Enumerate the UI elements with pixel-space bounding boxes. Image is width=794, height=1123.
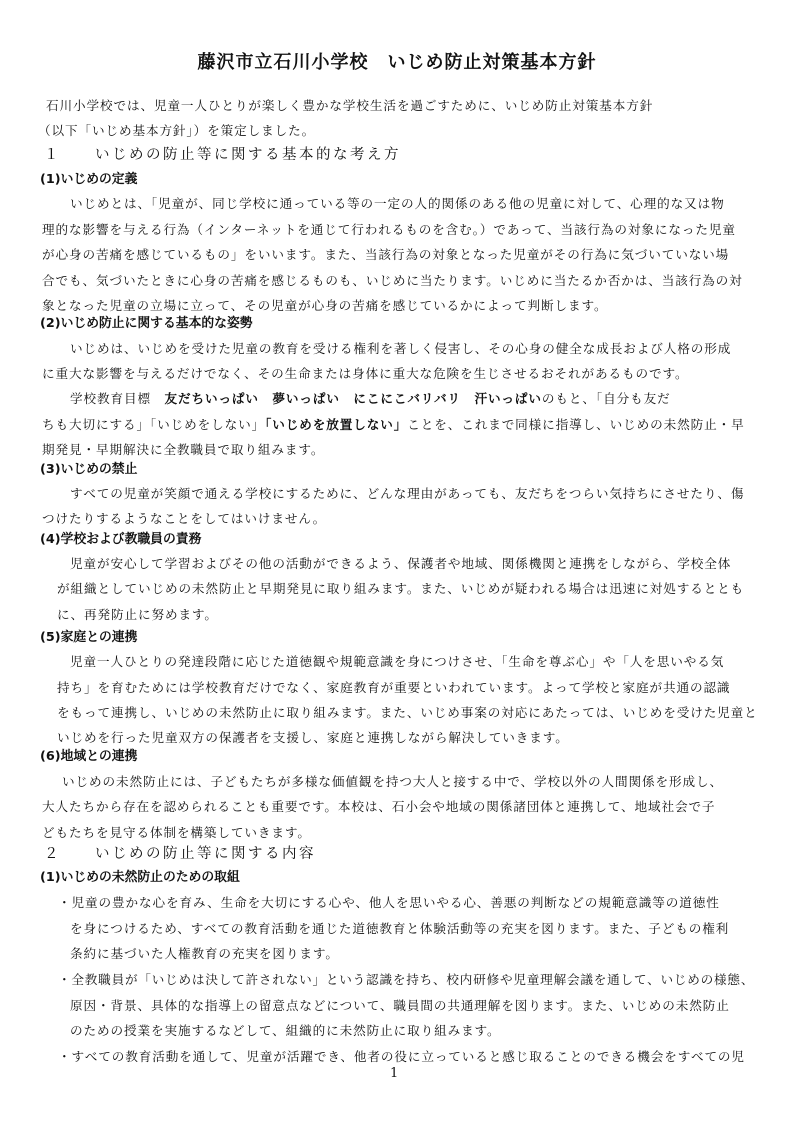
subsection-1-1-heading: (1)いじめの定義 bbox=[40, 172, 138, 187]
paragraph-line: すべての児童が笑顔で通える学校にするために、どんな理由があっても、友だちをつらい気持ちにさせたり、傷 bbox=[70, 486, 745, 501]
school-goal-label: 学校教育目標 bbox=[70, 391, 165, 406]
paragraph-line: をもって連携し、いじめの未然防止に取り組みます。また、いじめ事案の対応にあたっては、いじめを受けた児童と bbox=[57, 705, 758, 720]
paragraph-line: 原因・背景、具体的な指導上の留意点などについて、職員間の共通理解を図ります。また、いじめの未然防止 bbox=[70, 998, 730, 1013]
school-goal-line bbox=[70, 388, 671, 407]
subsection-1-6-heading: (6)地域との連携 bbox=[40, 749, 138, 764]
paragraph-line: いじめの未然防止には、子どもたちが多様な価値観を持つ大人と接する中で、学校以外の人間関係を形成し、 bbox=[62, 774, 723, 789]
subsection-1-2-heading: (2)いじめ防止に関する基本的な姿勢 bbox=[40, 316, 253, 331]
paragraph-line: いじめを行った児童双方の保護者を支援し、家庭と連携しながら解決していきます。 bbox=[57, 730, 569, 745]
bullet-line: ・すべての教育活動を通して、児童が活躍でき、他者の役に立っていると感じ取ることのできる機会をすべての児 bbox=[58, 1049, 745, 1064]
document-title: 藤沢市立石川小学校 いじめ防止対策基本方針 bbox=[197, 52, 597, 73]
paragraph-line: を身につけるため、すべての教育活動を通じた道徳教育と体験活動等の充実を図ります。また、子どもの権利 bbox=[70, 921, 730, 936]
text-span: ことを、これまで同様に指導し、いじめの未然防止・早 bbox=[407, 417, 745, 432]
subsection-1-5-heading: (5)家庭との連携 bbox=[40, 630, 138, 645]
paragraph-line: 合でも、気づいたときに心身の苦痛を感じるものも、いじめに当たります。いじめに当たるか否かは、当該行為の対 bbox=[42, 273, 743, 288]
subsection-2-1-heading: (1)いじめの未然防止のための取組 bbox=[40, 870, 240, 885]
paragraph-line: 象となった児童の立場に立って、その児童が心身の苦痛を感じているかによって判断します。 bbox=[42, 298, 608, 313]
intro-line-1: 石川小学校では、児童一人ひとりが楽しく豊かな学校生活を過ごすために、いじめ防止対策基本方針 bbox=[46, 98, 654, 113]
bullet-line: ・児童の豊かな心を育み、生命を大切にする心や、他人を思いやる心、善悪の判断などの規範意識等の道徳性 bbox=[58, 895, 720, 910]
emphasis-text: 「いじめを放置しない」 bbox=[265, 417, 408, 432]
paragraph-line: 期発見・早期解決に全教職員で取り組みます。 bbox=[42, 442, 325, 457]
intro-line-2: （以下「いじめ基本方針」）を策定しました。 bbox=[38, 123, 316, 138]
section-2-heading: ２ いじめの防止等に関する内容 bbox=[44, 846, 316, 862]
paragraph-line: 児童一人ひとりの発達段階に応じた道徳観や規範意識を身につけさせ、「生命を尊ぶ心」や「人を思いやる気 bbox=[70, 654, 725, 669]
paragraph-line: に、再発防止に努めます。 bbox=[57, 607, 218, 622]
paragraph-line: 大人たちから存在を認められることも重要です。本校は、石小会や地域の関係諸団体と連携して、地域社会で子 bbox=[42, 799, 716, 814]
paragraph-line: のための授業を実施するなどして、組織的に未然防止に取り組みます。 bbox=[70, 1023, 501, 1038]
paragraph-line: つけたりするようなことをしてはいけません。 bbox=[42, 511, 327, 526]
text-span: ちも大切にする」「いじめをしない」 bbox=[42, 417, 266, 432]
subsection-1-4-heading: (4)学校および教職員の責務 bbox=[40, 532, 202, 547]
section-1-heading: １ いじめの防止等に関する基本的な考え方 bbox=[44, 147, 401, 163]
paragraph-line: が組織としていじめの未然防止と早期発見に取り組みます。また、いじめが疑われる場合は迅速に対処するととも bbox=[57, 581, 745, 596]
bullet-line: ・全教職員が「いじめは決して許されない」という認識を持ち、校内研修や児童理解会議を通して、いじめの様態、 bbox=[58, 972, 755, 987]
paragraph-line: 理的な影響を与える行為（インターネットを通じて行われるものを含む。）であって、当該行為の対象になった児童 bbox=[42, 222, 736, 237]
paragraph-line: 条約に基づいた人権教育の充実を図ります。 bbox=[70, 946, 339, 961]
paragraph-line: 持ち」を育むためには学校教育だけでなく、家庭教育が重要といわれています。よって学校と家庭が共通の認識 bbox=[57, 680, 731, 695]
page-number: 1 bbox=[390, 1066, 399, 1081]
paragraph-line: いじめは、いじめを受けた児童の教育を受ける権利を著しく侵害し、その心身の健全な成長および人格の形成 bbox=[70, 341, 732, 356]
paragraph-line bbox=[42, 414, 745, 433]
paragraph-line: 児童が安心して学習およびその他の活動ができるよう、保護者や地域、関係機関と連携をしながら、学校全体 bbox=[70, 556, 732, 571]
paragraph-line: いじめとは、「児童が、同じ学校に通っている等の一定の人的関係のある他の児童に対して、心理的な又は物 bbox=[70, 196, 725, 211]
paragraph-line: に重大な影響を与えるだけでなく、その生命または身体に重大な危険を生じさせるおそれがあるものです。 bbox=[42, 366, 689, 381]
school-goal: 友だちいっぱい 夢いっぱい にこにこバリバリ 汗いっぱい bbox=[164, 391, 542, 406]
paragraph-line: どもたちを見守る体制を構築していきます。 bbox=[42, 825, 311, 840]
subsection-1-3-heading: (3)いじめの禁止 bbox=[40, 462, 138, 477]
school-goal-suffix: のもと、「自分も友だ bbox=[541, 391, 671, 406]
paragraph-line: が心身の苦痛を感じているもの」をいいます。また、当該行為の対象となった児童がその行為に気づいていない場 bbox=[42, 247, 730, 262]
